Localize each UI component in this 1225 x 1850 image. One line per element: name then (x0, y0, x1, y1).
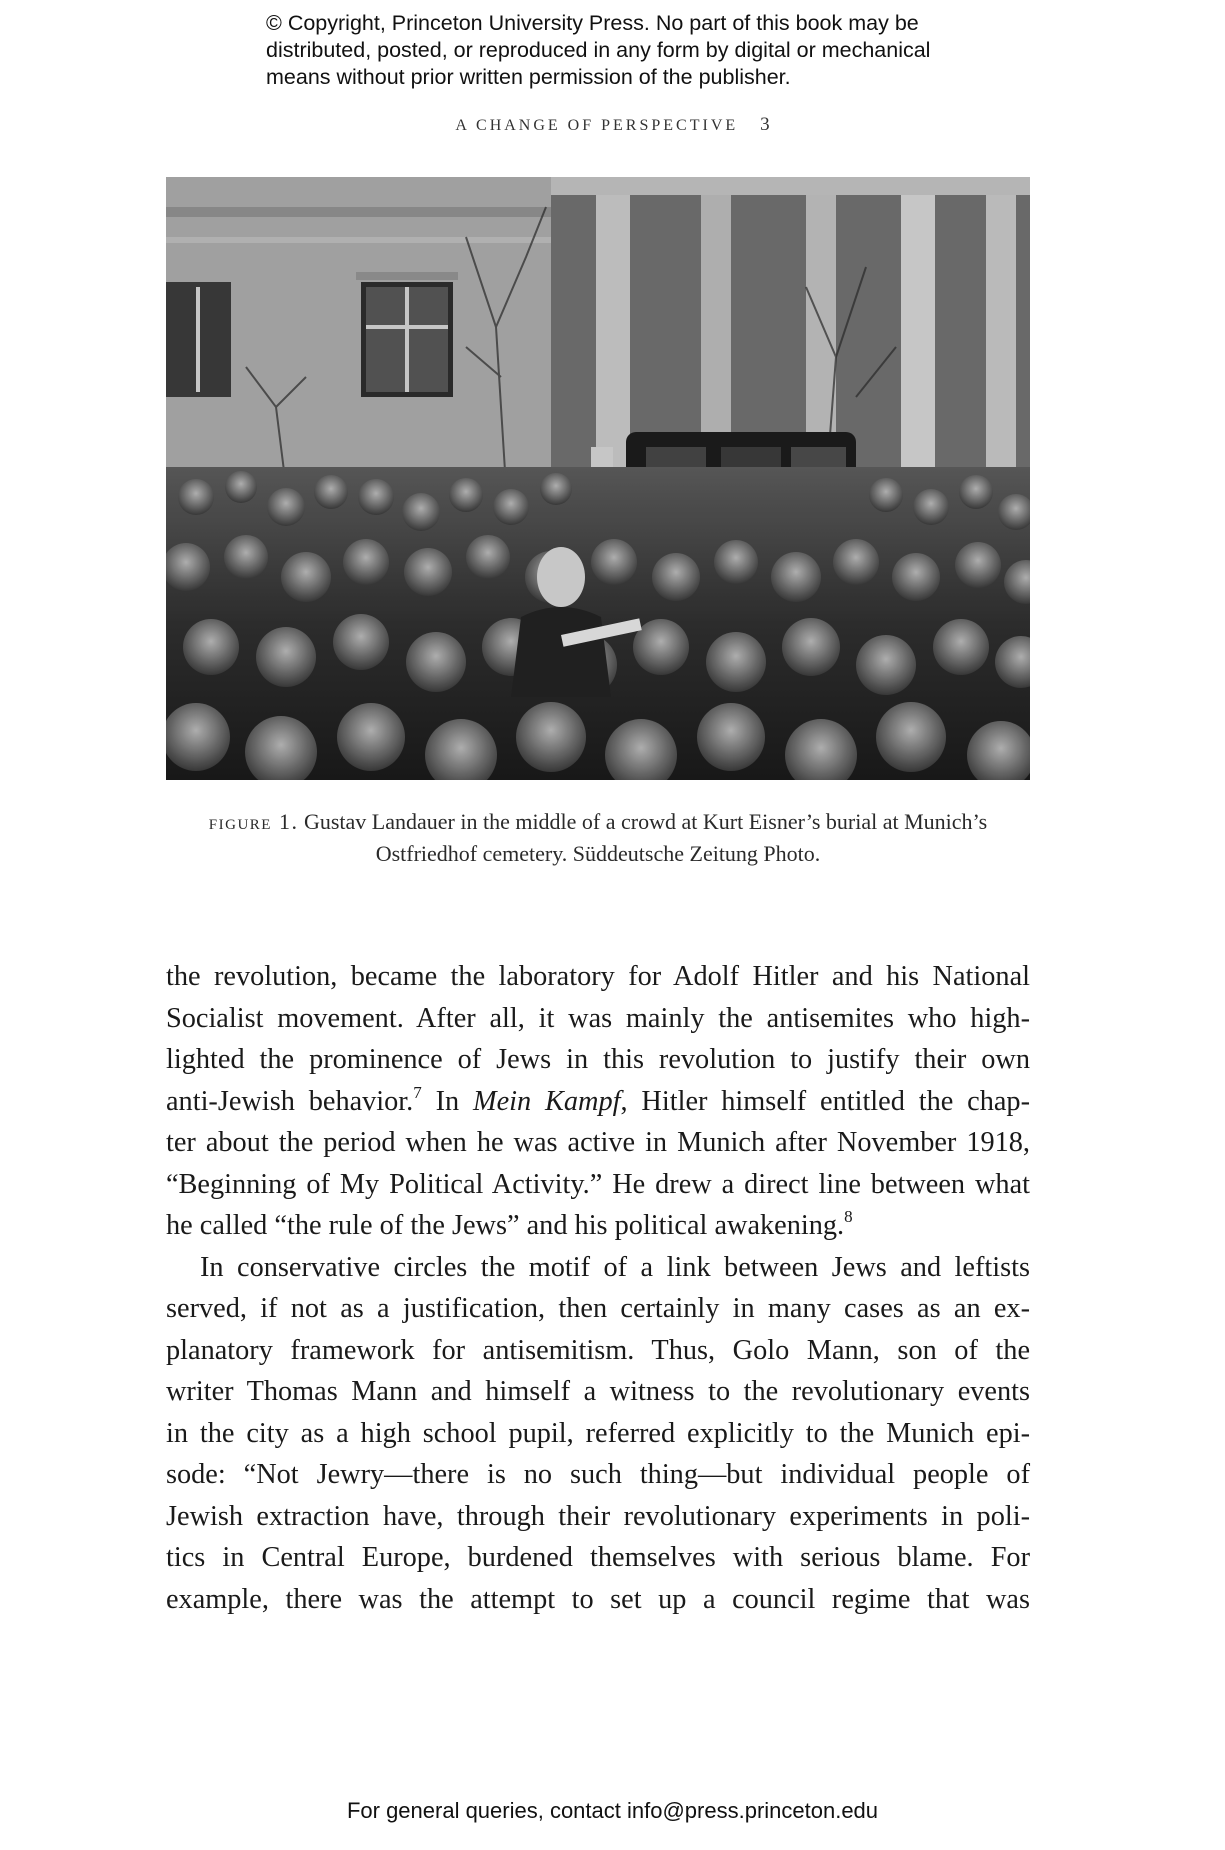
copyright-line: © Copyright, Princeton University Press. No part of this book may be (266, 11, 919, 35)
page-number: 3 (760, 114, 770, 135)
text-line: the revolution, became the laboratory for Adolf Hitler and his National (166, 961, 1030, 992)
text-line: served, if not as a justification, then certainly in many cases as an ex- (166, 1293, 1030, 1324)
caption-line: Ostfriedhof cemetery. Süddeutsche Zeitung Photo. (375, 841, 821, 866)
text-line: sode: “Not Jewry—there is no such thing—but individual people of (166, 1459, 1030, 1490)
running-head-title: A CHANGE OF PERSPECTIVE (455, 117, 739, 134)
paragraph (166, 1247, 1030, 1621)
text-line: ter about the period when he was active in Munich after November 1918, (166, 1127, 1030, 1158)
footnote-ref-7: 7 (413, 1082, 422, 1102)
text-line: writer Thomas Mann and himself a witness to the revolutionary events (166, 1376, 1030, 1407)
text-run: In (421, 1085, 474, 1117)
paragraph (166, 956, 1030, 1247)
copyright-line: means without prior written permission of the publisher. (266, 65, 791, 89)
text-line: lighted the prominence of Jews in this revolution to justify their own (166, 1044, 1030, 1075)
figure-caption (166, 806, 1030, 870)
text-line: example, there was the attempt to set up a council regime that was (166, 1583, 1030, 1615)
body-text (166, 956, 1030, 1620)
text-run: , Hitler himself entitled the chap- (620, 1085, 1030, 1117)
text-line: “Beginning of My Political Activity.” He drew a direct line between what (166, 1168, 1030, 1200)
photo-illustration (166, 177, 1030, 780)
footnote-ref-8: 8 (844, 1207, 853, 1226)
caption-text: Gustav Landauer in the middle of a crowd at Kurt Eisner’s burial at Munich’s (303, 809, 988, 834)
text-line: Jewish extraction have, through their revolutionary experiments in poli- (166, 1500, 1030, 1532)
caption-line (166, 806, 1030, 838)
copyright-notice (266, 10, 1026, 91)
footer-contact: For general queries, contact info@press.princeton.edu (346, 1798, 879, 1823)
text-run: he called “the rule of the Jews” and his political awakening. (166, 1210, 845, 1241)
text-line: In conservative circles the motif of a link between Jews and leftists (200, 1251, 1030, 1283)
figure-label: figure 1. (208, 809, 299, 834)
text-line: in the city as a high school pupil, referred explicitly to the Munich epi- (166, 1417, 1030, 1449)
text-line: planatory framework for antisemitism. Thus, Golo Mann, son of the (166, 1334, 1030, 1366)
text-line: Socialist movement. After all, it was mainly the antisemites who high- (166, 1002, 1030, 1034)
copyright-line: distributed, posted, or reproduced in any form by digital or mechanical (266, 38, 931, 62)
text-run: anti-Jewish behavior. (166, 1085, 414, 1117)
text-line (166, 1081, 1030, 1123)
text-line (166, 1205, 1030, 1247)
funeral-crowd-photo (166, 177, 1030, 780)
running-head (0, 114, 1225, 136)
book-title: Mein Kampf (473, 1085, 621, 1117)
text-line: tics in Central Europe, burdened themselves with serious blame. For (166, 1542, 1030, 1573)
